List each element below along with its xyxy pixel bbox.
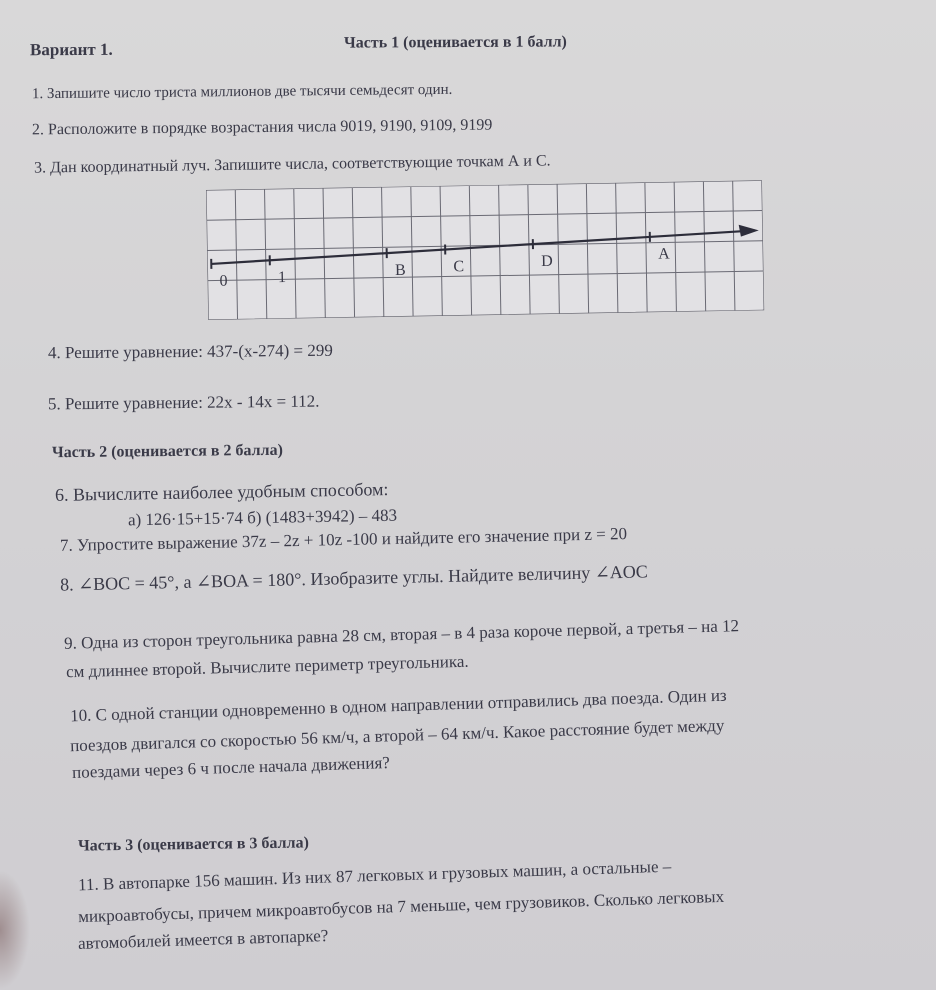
task-11-line2: микроавтобусы, причем микроавтобусов на 7 меньше, чем грузовиков. Сколько легковых bbox=[77, 886, 725, 927]
task-11-line1: 11. В автопарке 156 машин. Из них 87 легковых и грузовых машин, а остальные – bbox=[77, 856, 672, 895]
task-3: 3. Дан координатный луч. Запишите числа, соответствующие точкам А и С. bbox=[33, 152, 551, 177]
task-10-line2: поездов двигался со скоростью 56 км/ч, а второй – 64 км/ч. Какое расстояние будет между bbox=[69, 715, 725, 756]
ray-point-label: 1 bbox=[277, 269, 287, 287]
task-9-line2: см длиннее второй. Вычислите периметр треугольника. bbox=[65, 651, 469, 682]
task-6: 6. Вычислите наиболее удобным способом: bbox=[54, 479, 389, 505]
variant-title: Вариант 1. bbox=[29, 39, 113, 60]
task-5: 5. Решите уравнение: 22x - 14x = 112. bbox=[47, 391, 320, 414]
task-7: 7. Упростите выражение 37z – 2z + 10z -100 и найдите его значение при z = 20 bbox=[59, 524, 628, 555]
ray-point-label: B bbox=[394, 261, 406, 279]
task-8: 8. ∠BOC = 45°, а ∠BOA = 180°. Изобразите углы. Найдите величину ∠AOC bbox=[59, 561, 648, 595]
coordinate-ray-grid bbox=[206, 180, 764, 320]
ray-point-label: 0 bbox=[219, 272, 228, 290]
task-10-line1: 10. С одной станции одновременно в одном направлении отправились два поезда. Один из bbox=[69, 685, 727, 726]
ray-point-label: C bbox=[453, 258, 465, 276]
part1-heading: Часть 1 (оценивается в 1 балл) bbox=[343, 33, 567, 52]
task-9-line1: 9. Одна из сторон треугольника равна 28 см, вторая – в 4 раза короче первой, а третья – на 12 bbox=[63, 616, 740, 653]
task-11-line3: автомобилей имеется в автопарке? bbox=[77, 926, 329, 953]
task-10-line3: поездами через 6 ч после начала движения? bbox=[71, 753, 391, 782]
task-6-options: а) 126·15+15·74 б) (1483+3942) – 483 bbox=[127, 505, 398, 530]
part3-heading: Часть 3 (оценивается в 3 балла) bbox=[77, 834, 309, 855]
task-4: 4. Решите уравнение: 437-(x-274) = 299 bbox=[47, 340, 333, 363]
part2-heading: Часть 2 (оценивается в 2 балла) bbox=[51, 441, 283, 462]
ray-point-label: A bbox=[657, 245, 670, 263]
task-1: 1. Запишите число триста миллионов две тысячи семьдесят один. bbox=[31, 81, 453, 103]
ray-point-label: D bbox=[541, 252, 553, 270]
task-2: 2. Расположите в порядке возрастания числа 9019, 9190, 9109, 9199 bbox=[31, 116, 493, 139]
finger-shadow bbox=[0, 870, 30, 990]
